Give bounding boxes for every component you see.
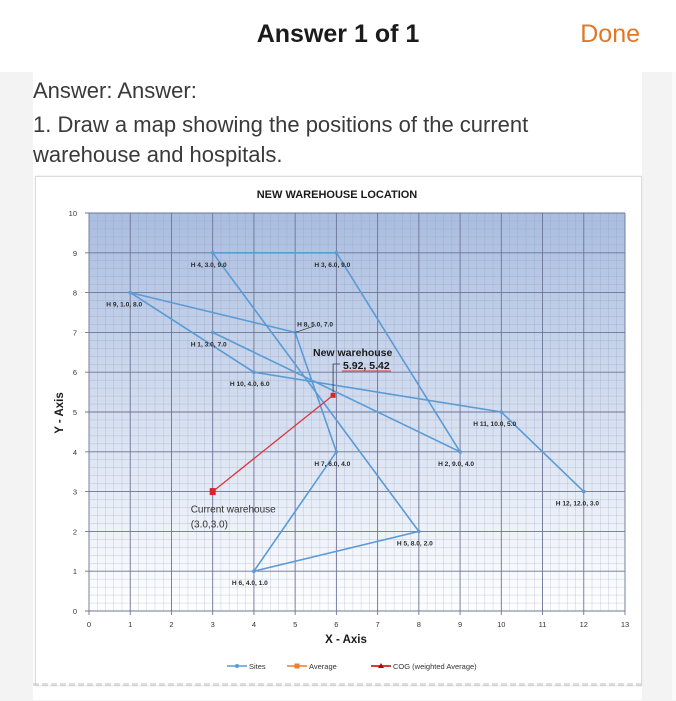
y-tick-label: 7 [72, 328, 77, 338]
x-tick-label: 0 [86, 620, 92, 629]
legend-entry: Average [309, 662, 337, 671]
site-marker [582, 490, 586, 494]
x-tick-label: 10 [497, 620, 506, 629]
site-label: H 5, 8.0, 2.0 [396, 540, 433, 548]
site-label: H 3, 6.0, 9.0 [314, 261, 351, 269]
current-warehouse-label: Current warehouse [190, 504, 276, 516]
chart-legend [227, 662, 477, 671]
done-button[interactable]: Done [580, 20, 640, 48]
site-label: H 9, 1.0, 8.0 [106, 301, 143, 309]
site-marker [335, 251, 339, 255]
x-tick-label: 13 [620, 620, 630, 629]
new-warehouse-coords: 5.92, 5.42 [343, 360, 390, 372]
site-label: H 2, 9.0, 4.0 [438, 460, 474, 468]
x-tick-label: 6 [334, 620, 339, 629]
y-tick-label: 0 [72, 607, 77, 616]
legend-entry: COG (weighted Average) [393, 662, 477, 671]
cropped-text-strip [33, 683, 642, 686]
site-label: H 7, 6.0, 4.0 [314, 460, 351, 468]
site-label: H 8, 5.0, 7.0 [297, 321, 334, 329]
chart-title: NEW WAREHOUSE LOCATION [256, 189, 418, 201]
site-marker [128, 291, 132, 295]
x-axis-label: X - Axis [325, 634, 367, 646]
site-label: H 1, 3.0, 7.0 [190, 341, 227, 349]
y-tick-label: 6 [72, 368, 77, 378]
y-tick-label: 9 [72, 248, 77, 258]
site-label: H 11, 10.0, 5.0 [473, 421, 517, 428]
x-tick-label: 7 [375, 620, 380, 629]
site-marker [211, 251, 215, 255]
plot-area [69, 209, 630, 629]
answer-card [33, 72, 642, 700]
y-tick-label: 3 [72, 487, 77, 497]
site-label: H 4, 3.0, 9.0 [190, 261, 227, 269]
page-title: Answer 1 of 1 [256, 20, 420, 48]
y-tick-label: 4 [72, 447, 77, 457]
chart-image [35, 176, 642, 686]
current-warehouse-coords: (3.0,3.0) [190, 519, 228, 531]
site-marker [500, 410, 504, 414]
x-tick-label: 5 [293, 620, 298, 629]
site-label: H 6, 4.0, 1.0 [231, 580, 268, 588]
site-marker [335, 450, 339, 454]
site-marker [458, 450, 462, 454]
y-axis-label: Y - Axis [54, 392, 66, 434]
y-tick-label: 5 [72, 408, 77, 417]
site-label: H 10, 4.0, 6.0 [229, 381, 270, 389]
x-tick-label: 3 [210, 620, 215, 629]
scatter-chart [1, 1, 676, 701]
x-tick-label: 11 [538, 620, 547, 629]
site-label: H 12, 12.0, 3.0 [555, 500, 600, 508]
x-tick-label: 8 [416, 620, 421, 629]
y-tick-label: 1 [72, 567, 77, 577]
new-warehouse-marker [331, 393, 336, 398]
site-marker [211, 331, 215, 335]
current-warehouse-marker [210, 488, 216, 495]
site-marker [252, 370, 256, 374]
x-tick-label: 1 [128, 620, 133, 629]
y-tick-label: 10 [68, 209, 77, 218]
y-tick-label: 2 [72, 527, 77, 537]
legend-entry: Sites [249, 662, 266, 671]
question-text: 1. Draw a map showing the positions of the current warehouse and hospitals. [33, 112, 529, 167]
site-marker [417, 530, 421, 534]
x-tick-label: 9 [457, 620, 463, 629]
y-tick-label: 8 [72, 288, 77, 298]
new-warehouse-label: New warehouse [313, 347, 393, 359]
x-tick-label: 12 [579, 620, 588, 629]
x-tick-label: 4 [251, 620, 257, 629]
answer-label: Answer: Answer: [33, 78, 197, 103]
x-tick-label: 2 [169, 620, 174, 629]
site-marker [252, 569, 256, 573]
